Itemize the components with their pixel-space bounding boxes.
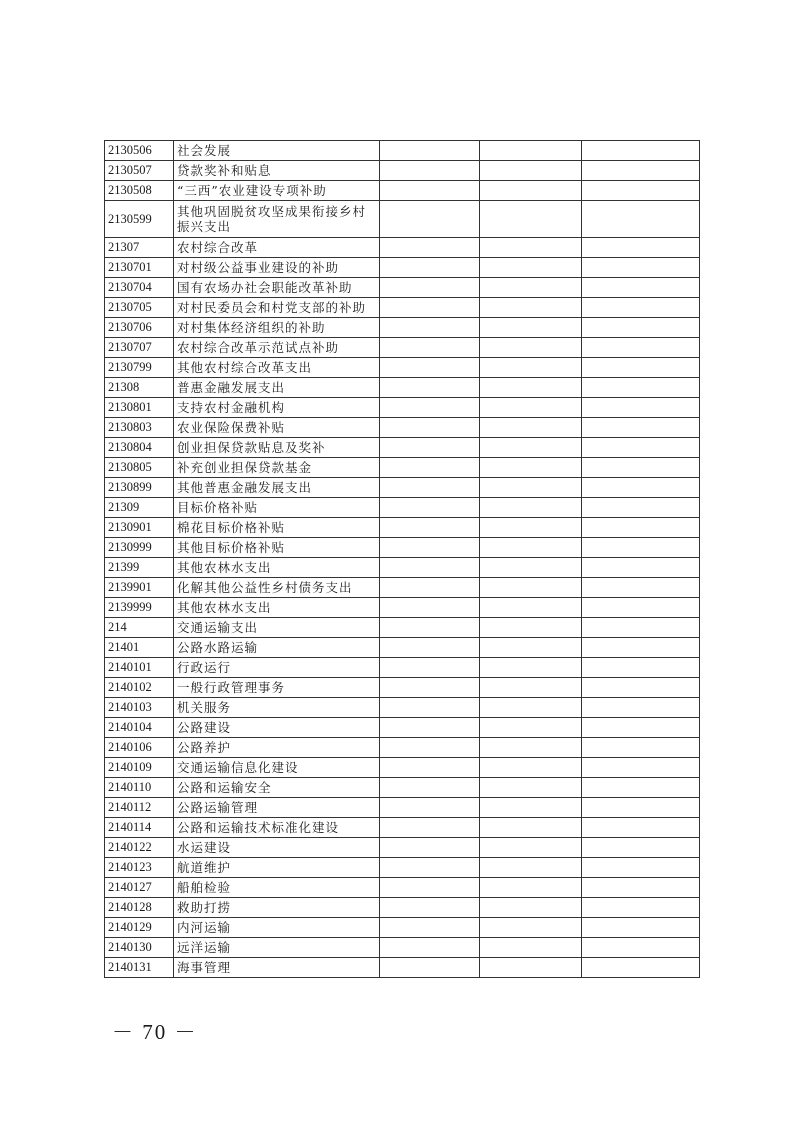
table-row [105, 338, 700, 358]
subject-name-cell: 公路和运输技术标准化建设 [174, 818, 380, 838]
empty-amount-cell [480, 498, 582, 518]
empty-amount-cell [582, 658, 700, 678]
subject-code-cell: 21309 [105, 498, 174, 518]
empty-amount-cell [380, 818, 480, 838]
subject-code-cell: 2130801 [105, 398, 174, 418]
empty-amount-cell [480, 638, 582, 658]
empty-amount-cell [582, 141, 700, 161]
empty-amount-cell [480, 778, 582, 798]
subject-name-cell: 公路水路运输 [174, 638, 380, 658]
table-row [105, 658, 700, 678]
empty-amount-cell [380, 798, 480, 818]
table-row [105, 518, 700, 538]
subject-name-cell: 其他农村综合改革支出 [174, 358, 380, 378]
table-row [105, 478, 700, 498]
empty-amount-cell [480, 658, 582, 678]
table-body [105, 141, 700, 978]
empty-amount-cell [480, 258, 582, 278]
empty-amount-cell [380, 438, 480, 458]
subject-name-cell: 支持农村金融机构 [174, 398, 380, 418]
empty-amount-cell [582, 498, 700, 518]
table-row [105, 358, 700, 378]
empty-amount-cell [380, 558, 480, 578]
empty-amount-cell [582, 201, 700, 238]
empty-amount-cell [582, 718, 700, 738]
subject-name-cell: 机关服务 [174, 698, 380, 718]
subject-name-cell: 交通运输支出 [174, 618, 380, 638]
subject-code-cell: 2140129 [105, 918, 174, 938]
empty-amount-cell [380, 538, 480, 558]
empty-amount-cell [480, 618, 582, 638]
empty-amount-cell [582, 818, 700, 838]
subject-code-cell: 2130508 [105, 181, 174, 201]
empty-amount-cell [480, 858, 582, 878]
subject-code-cell: 2130704 [105, 278, 174, 298]
table-row [105, 201, 700, 238]
subject-name-cell: 创业担保贷款贴息及奖补 [174, 438, 380, 458]
empty-amount-cell [480, 478, 582, 498]
page-number: － 70 － [112, 1020, 198, 1044]
empty-amount-cell [582, 678, 700, 698]
empty-amount-cell [380, 638, 480, 658]
empty-amount-cell [582, 918, 700, 938]
table-row [105, 938, 700, 958]
empty-amount-cell [582, 161, 700, 181]
empty-amount-cell [582, 738, 700, 758]
table-row [105, 238, 700, 258]
subject-name-cell: 救助打捞 [174, 898, 380, 918]
empty-amount-cell [582, 418, 700, 438]
subject-code-cell: 2130899 [105, 478, 174, 498]
table-row [105, 458, 700, 478]
subject-name-cell: 航道维护 [174, 858, 380, 878]
empty-amount-cell [480, 558, 582, 578]
empty-amount-cell [480, 578, 582, 598]
table-row [105, 898, 700, 918]
empty-amount-cell [480, 458, 582, 478]
table-row [105, 161, 700, 181]
table-row [105, 838, 700, 858]
empty-amount-cell [480, 201, 582, 238]
table-row [105, 718, 700, 738]
subject-code-cell: 2140103 [105, 698, 174, 718]
subject-name-cell: 化解其他公益性乡村债务支出 [174, 578, 380, 598]
subject-name-cell: 公路养护 [174, 738, 380, 758]
subject-code-cell: 2140106 [105, 738, 174, 758]
empty-amount-cell [380, 838, 480, 858]
empty-amount-cell [582, 778, 700, 798]
subject-name-cell: 公路运输管理 [174, 798, 380, 818]
subject-name-cell: 公路建设 [174, 718, 380, 738]
empty-amount-cell [582, 798, 700, 818]
table-row [105, 618, 700, 638]
empty-amount-cell [380, 778, 480, 798]
empty-amount-cell [380, 238, 480, 258]
empty-amount-cell [380, 618, 480, 638]
subject-code-cell: 21399 [105, 558, 174, 578]
table-row [105, 678, 700, 698]
subject-name-cell: 对村集体经济组织的补助 [174, 318, 380, 338]
empty-amount-cell [480, 398, 582, 418]
table-row [105, 578, 700, 598]
empty-amount-cell [480, 818, 582, 838]
subject-name-cell: 其他巩固脱贫攻坚成果衔接乡村振兴支出 [174, 201, 380, 238]
empty-amount-cell [480, 338, 582, 358]
empty-amount-cell [380, 418, 480, 438]
empty-amount-cell [380, 458, 480, 478]
empty-amount-cell [380, 358, 480, 378]
budget-subject-table [104, 140, 700, 978]
table-row [105, 318, 700, 338]
empty-amount-cell [380, 338, 480, 358]
subject-name-cell: 普惠金融发展支出 [174, 378, 380, 398]
subject-code-cell: 2139999 [105, 598, 174, 618]
empty-amount-cell [380, 201, 480, 238]
subject-name-cell: 农业保险保费补贴 [174, 418, 380, 438]
table-row [105, 918, 700, 938]
subject-code-cell: 2130507 [105, 161, 174, 181]
subject-code-cell: 21307 [105, 238, 174, 258]
subject-code-cell: 2140110 [105, 778, 174, 798]
subject-code-cell: 2140112 [105, 798, 174, 818]
empty-amount-cell [480, 238, 582, 258]
subject-code-cell: 2140109 [105, 758, 174, 778]
subject-code-cell: 2140130 [105, 938, 174, 958]
empty-amount-cell [480, 598, 582, 618]
empty-amount-cell [380, 738, 480, 758]
subject-code-cell: 2130805 [105, 458, 174, 478]
subject-code-cell: 214 [105, 618, 174, 638]
table-row [105, 538, 700, 558]
empty-amount-cell [380, 678, 480, 698]
subject-name-cell: 社会发展 [174, 141, 380, 161]
subject-code-cell: 2140131 [105, 958, 174, 978]
empty-amount-cell [582, 378, 700, 398]
empty-amount-cell [582, 638, 700, 658]
subject-code-cell: 2130705 [105, 298, 174, 318]
subject-name-cell: 一般行政管理事务 [174, 678, 380, 698]
table-row [105, 758, 700, 778]
subject-name-cell: 远洋运输 [174, 938, 380, 958]
subject-name-cell: 农村综合改革示范试点补助 [174, 338, 380, 358]
subject-name-cell: 对村民委员会和村党支部的补助 [174, 298, 380, 318]
subject-name-cell: 国有农场办社会职能改革补助 [174, 278, 380, 298]
empty-amount-cell [582, 598, 700, 618]
subject-code-cell: 2140123 [105, 858, 174, 878]
subject-code-cell: 2130803 [105, 418, 174, 438]
subject-code-cell: 2140101 [105, 658, 174, 678]
empty-amount-cell [582, 558, 700, 578]
subject-name-cell: 棉花目标价格补贴 [174, 518, 380, 538]
empty-amount-cell [380, 658, 480, 678]
table-row [105, 558, 700, 578]
table-row [105, 378, 700, 398]
subject-code-cell: 2140114 [105, 818, 174, 838]
table-row [105, 958, 700, 978]
empty-amount-cell [380, 181, 480, 201]
table-row [105, 738, 700, 758]
empty-amount-cell [582, 958, 700, 978]
empty-amount-cell [480, 278, 582, 298]
empty-amount-cell [582, 858, 700, 878]
subject-name-cell: 公路和运输安全 [174, 778, 380, 798]
table-row [105, 181, 700, 201]
subject-code-cell: 2140128 [105, 898, 174, 918]
table-row [105, 598, 700, 618]
empty-amount-cell [480, 518, 582, 538]
empty-amount-cell [480, 358, 582, 378]
subject-code-cell: 2130706 [105, 318, 174, 338]
subject-code-cell: 2130799 [105, 358, 174, 378]
table-row [105, 141, 700, 161]
subject-code-cell: 2130804 [105, 438, 174, 458]
subject-code-cell: 2140104 [105, 718, 174, 738]
table-row [105, 878, 700, 898]
empty-amount-cell [380, 478, 480, 498]
empty-amount-cell [380, 278, 480, 298]
empty-amount-cell [380, 858, 480, 878]
empty-amount-cell [380, 161, 480, 181]
empty-amount-cell [380, 718, 480, 738]
subject-code-cell: 2140102 [105, 678, 174, 698]
empty-amount-cell [480, 738, 582, 758]
subject-code-cell: 2140127 [105, 878, 174, 898]
empty-amount-cell [380, 398, 480, 418]
empty-amount-cell [582, 318, 700, 338]
subject-name-cell: “三西”农业建设专项补助 [174, 181, 380, 201]
empty-amount-cell [380, 698, 480, 718]
empty-amount-cell [582, 298, 700, 318]
empty-amount-cell [582, 358, 700, 378]
empty-amount-cell [480, 538, 582, 558]
empty-amount-cell [380, 898, 480, 918]
table-row [105, 798, 700, 818]
empty-amount-cell [480, 141, 582, 161]
subject-code-cell: 2130701 [105, 258, 174, 278]
subject-name-cell: 补充创业担保贷款基金 [174, 458, 380, 478]
empty-amount-cell [380, 378, 480, 398]
empty-amount-cell [480, 298, 582, 318]
empty-amount-cell [480, 938, 582, 958]
empty-amount-cell [480, 698, 582, 718]
empty-amount-cell [480, 758, 582, 778]
table-row [105, 858, 700, 878]
empty-amount-cell [380, 938, 480, 958]
empty-amount-cell [582, 538, 700, 558]
empty-amount-cell [380, 578, 480, 598]
empty-amount-cell [480, 838, 582, 858]
empty-amount-cell [380, 598, 480, 618]
empty-amount-cell [582, 758, 700, 778]
empty-amount-cell [480, 898, 582, 918]
empty-amount-cell [582, 338, 700, 358]
empty-amount-cell [380, 918, 480, 938]
subject-name-cell: 海事管理 [174, 958, 380, 978]
subject-code-cell: 21308 [105, 378, 174, 398]
subject-code-cell: 2130707 [105, 338, 174, 358]
subject-name-cell: 其他农林水支出 [174, 598, 380, 618]
table-row [105, 818, 700, 838]
empty-amount-cell [480, 918, 582, 938]
empty-amount-cell [582, 181, 700, 201]
table-row [105, 398, 700, 418]
subject-name-cell: 其他普惠金融发展支出 [174, 478, 380, 498]
empty-amount-cell [380, 758, 480, 778]
empty-amount-cell [582, 578, 700, 598]
empty-amount-cell [380, 498, 480, 518]
table-row [105, 438, 700, 458]
empty-amount-cell [480, 678, 582, 698]
empty-amount-cell [480, 318, 582, 338]
subject-name-cell: 内河运输 [174, 918, 380, 938]
empty-amount-cell [582, 838, 700, 858]
empty-amount-cell [480, 438, 582, 458]
empty-amount-cell [380, 518, 480, 538]
empty-amount-cell [380, 878, 480, 898]
subject-name-cell: 目标价格补贴 [174, 498, 380, 518]
empty-amount-cell [582, 238, 700, 258]
subject-code-cell: 21401 [105, 638, 174, 658]
table-row [105, 638, 700, 658]
empty-amount-cell [582, 478, 700, 498]
table-row [105, 418, 700, 438]
subject-code-cell: 2130901 [105, 518, 174, 538]
empty-amount-cell [582, 898, 700, 918]
table-row [105, 298, 700, 318]
empty-amount-cell [380, 318, 480, 338]
empty-amount-cell [582, 258, 700, 278]
table-row [105, 278, 700, 298]
empty-amount-cell [582, 458, 700, 478]
subject-name-cell: 船舶检验 [174, 878, 380, 898]
empty-amount-cell [480, 878, 582, 898]
empty-amount-cell [582, 878, 700, 898]
empty-amount-cell [480, 958, 582, 978]
subject-name-cell: 对村级公益事业建设的补助 [174, 258, 380, 278]
empty-amount-cell [582, 398, 700, 418]
subject-name-cell: 行政运行 [174, 658, 380, 678]
empty-amount-cell [582, 938, 700, 958]
subject-code-cell: 2130506 [105, 141, 174, 161]
empty-amount-cell [380, 258, 480, 278]
table-row [105, 498, 700, 518]
empty-amount-cell [380, 958, 480, 978]
table-row [105, 698, 700, 718]
subject-code-cell: 2130999 [105, 538, 174, 558]
subject-code-cell: 2139901 [105, 578, 174, 598]
empty-amount-cell [582, 278, 700, 298]
empty-amount-cell [480, 161, 582, 181]
empty-amount-cell [480, 378, 582, 398]
subject-code-cell: 2130599 [105, 201, 174, 238]
table-row [105, 778, 700, 798]
empty-amount-cell [480, 418, 582, 438]
empty-amount-cell [582, 518, 700, 538]
empty-amount-cell [380, 298, 480, 318]
empty-amount-cell [480, 181, 582, 201]
subject-code-cell: 2140122 [105, 838, 174, 858]
subject-name-cell: 交通运输信息化建设 [174, 758, 380, 778]
empty-amount-cell [582, 438, 700, 458]
subject-name-cell: 水运建设 [174, 838, 380, 858]
empty-amount-cell [480, 798, 582, 818]
empty-amount-cell [480, 718, 582, 738]
subject-name-cell: 农村综合改革 [174, 238, 380, 258]
empty-amount-cell [380, 141, 480, 161]
subject-name-cell: 其他农林水支出 [174, 558, 380, 578]
empty-amount-cell [582, 698, 700, 718]
empty-amount-cell [582, 618, 700, 638]
subject-name-cell: 其他目标价格补贴 [174, 538, 380, 558]
table-row [105, 258, 700, 278]
subject-name-cell: 贷款奖补和贴息 [174, 161, 380, 181]
